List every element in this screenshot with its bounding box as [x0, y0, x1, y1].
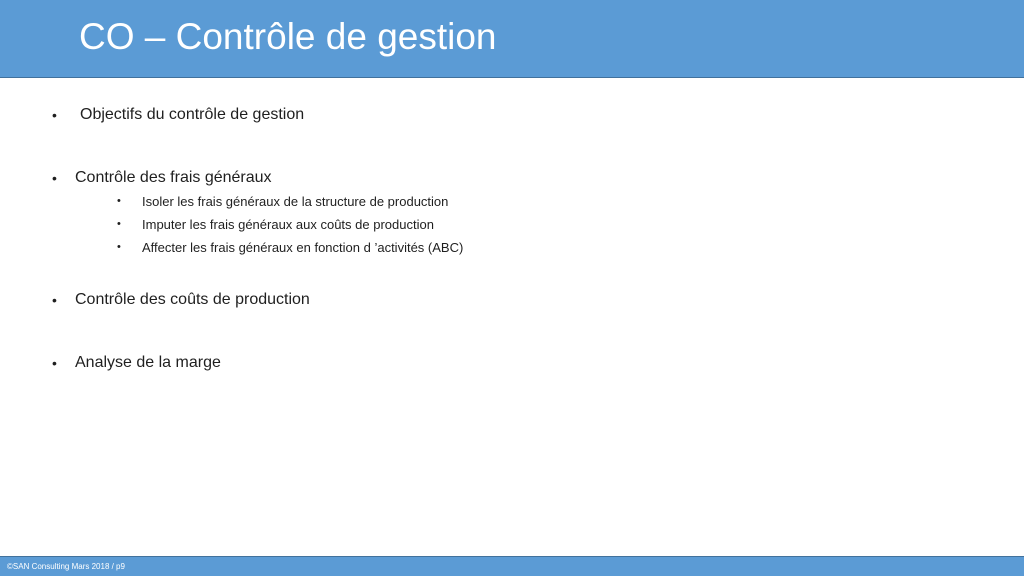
- sub-bullet-text: Imputer les frais généraux aux coûts de production: [142, 217, 434, 232]
- bullet-text: Contrôle des coûts de production: [75, 291, 310, 308]
- bullet-text: Analyse de la marge: [75, 354, 221, 371]
- footer-copyright: ©SAN Consulting Mars 2018 / p9: [7, 562, 125, 571]
- bullet-icon: •: [117, 195, 121, 207]
- bullet-icon: •: [117, 218, 121, 230]
- bullet-icon: •: [117, 241, 121, 253]
- bullet-icon: •: [52, 292, 57, 308]
- sub-bullet-text: Affecter les frais généraux en fonction d ’activités (ABC): [142, 240, 464, 255]
- bullet-icon: •: [52, 107, 57, 123]
- slide-title: CO – Contrôle de gestion: [79, 16, 497, 57]
- sub-bullet-text: Isoler les frais généraux de la structure de production: [142, 194, 449, 209]
- bullet-icon: •: [52, 355, 57, 371]
- bullet-text: Contrôle des frais généraux: [75, 169, 272, 186]
- bullet-icon: •: [52, 170, 57, 186]
- footer-bar: [0, 556, 1024, 576]
- bullet-text: Objectifs du contrôle de gestion: [80, 106, 305, 123]
